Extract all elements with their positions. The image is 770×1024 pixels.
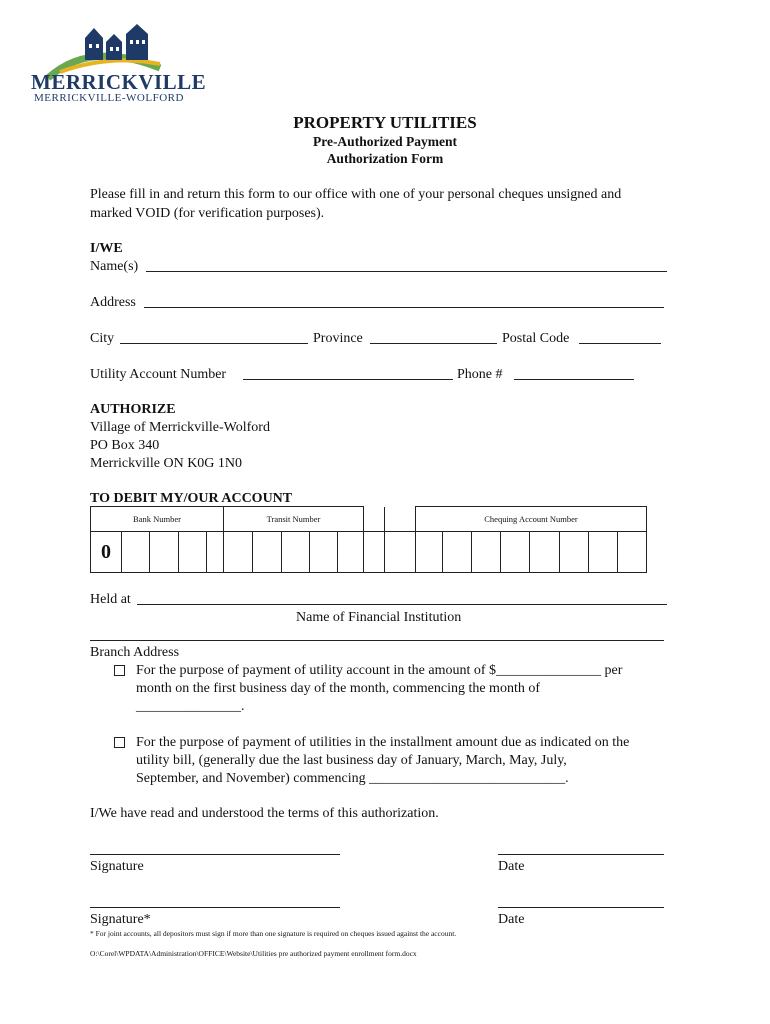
bank-number-header: Bank Number bbox=[91, 507, 224, 532]
authorize-line-1: Village of Merrickville-Wolford bbox=[90, 420, 270, 435]
transit-digit-cell[interactable] bbox=[224, 532, 253, 573]
province-label: Province bbox=[313, 331, 363, 346]
bank-digit-cell[interactable] bbox=[179, 532, 207, 573]
held-at-field[interactable] bbox=[137, 604, 667, 605]
option-2-checkbox[interactable] bbox=[114, 737, 125, 748]
account-digit-cell[interactable] bbox=[618, 532, 647, 573]
option-2-line-3: September, and November) commencing ____________________________. bbox=[136, 771, 569, 786]
date-label-2: Date bbox=[498, 912, 525, 927]
option-1-checkbox[interactable] bbox=[114, 665, 125, 676]
grid-spacer-cell bbox=[207, 532, 224, 573]
logo-subname: MERRICKVILLE-WOLFORD bbox=[34, 92, 184, 104]
branch-field[interactable] bbox=[90, 640, 664, 641]
names-label: Name(s) bbox=[90, 259, 139, 274]
grid-spacer-cell bbox=[364, 532, 385, 573]
debit-account-grid bbox=[90, 506, 647, 573]
signature-label-1: Signature bbox=[90, 859, 144, 874]
transit-number-header: Transit Number bbox=[224, 507, 364, 532]
grid-separator bbox=[364, 507, 385, 532]
bank-digit-cell[interactable] bbox=[122, 532, 150, 573]
grid-separator bbox=[385, 507, 416, 532]
bank-digit-cell[interactable] bbox=[150, 532, 179, 573]
account-number-label: Utility Account Number bbox=[90, 367, 227, 382]
postal-code-label: Postal Code bbox=[502, 331, 570, 346]
debit-heading: TO DEBIT MY/OUR ACCOUNT bbox=[90, 491, 293, 506]
account-digit-cell[interactable] bbox=[472, 532, 501, 573]
account-digit-cell[interactable] bbox=[589, 532, 618, 573]
account-digit-cell[interactable] bbox=[501, 532, 530, 573]
phone-label: Phone # bbox=[457, 367, 503, 382]
city-field[interactable] bbox=[120, 343, 308, 344]
option-1-line-1: For the purpose of payment of utility account in the amount of $_______________ per bbox=[136, 663, 623, 678]
account-digit-cell[interactable] bbox=[530, 532, 560, 573]
form-subtitle-2: Authorization Form bbox=[326, 151, 444, 166]
authorize-line-3: Merrickville ON K0G 1N0 bbox=[90, 456, 243, 471]
account-digit-cell[interactable] bbox=[560, 532, 589, 573]
intro-line-1: Please fill in and return this form to our office with one of your personal cheques unsigned and bbox=[90, 187, 622, 202]
transit-digit-cell[interactable] bbox=[310, 532, 338, 573]
date-label-1: Date bbox=[498, 859, 525, 874]
postal-code-field[interactable] bbox=[579, 343, 661, 344]
intro-line-2: marked VOID (for verification purposes). bbox=[90, 206, 325, 221]
iwe-label: I/WE bbox=[90, 241, 123, 256]
address-field[interactable] bbox=[144, 307, 664, 308]
terms-statement: I/We have read and understood the terms of this authorization. bbox=[90, 806, 439, 821]
joint-account-footnote: * For joint accounts, all depositors must sign if more than one signature is required on cheques issued against the account. bbox=[90, 929, 457, 938]
signature-field-2[interactable] bbox=[90, 907, 340, 908]
option-2-line-2: utility bill, (generally due the last business day of January, March, May, July, bbox=[136, 753, 567, 768]
transit-digit-cell[interactable] bbox=[253, 532, 282, 573]
authorize-line-2: PO Box 340 bbox=[90, 438, 160, 453]
transit-digit-cell[interactable] bbox=[338, 532, 364, 573]
held-at-label: Held at bbox=[90, 592, 131, 607]
chequing-account-header: Chequing Account Number bbox=[416, 507, 647, 532]
account-digit-cell[interactable] bbox=[385, 532, 416, 573]
date-field-1[interactable] bbox=[498, 854, 664, 855]
branch-address-label: Branch Address bbox=[90, 645, 180, 660]
account-digit-cell[interactable] bbox=[443, 532, 472, 573]
signature-label-2: Signature* bbox=[90, 912, 151, 927]
bank-digit-cell[interactable]: 0 bbox=[91, 532, 122, 573]
account-digit-cell[interactable] bbox=[416, 532, 443, 573]
authorize-heading: AUTHORIZE bbox=[90, 402, 176, 417]
signature-field-1[interactable] bbox=[90, 854, 340, 855]
form-title: PROPERTY UTILITIES bbox=[293, 113, 477, 132]
account-number-field[interactable] bbox=[243, 379, 453, 380]
institution-name-label: Name of Financial Institution bbox=[296, 610, 462, 625]
date-field-2[interactable] bbox=[498, 907, 664, 908]
form-subtitle-1: Pre-Authorized Payment bbox=[312, 134, 458, 149]
file-path: O:\Corel\WPDATA\Administration\OFFICE\Website\Utilities pre authorized payment enrollment form.docx bbox=[90, 949, 417, 958]
logo-text bbox=[0, 0, 207, 110]
logo-name: MERRICKVILLE bbox=[31, 70, 207, 94]
address-label: Address bbox=[90, 295, 136, 310]
city-label: City bbox=[90, 331, 115, 346]
option-1-line-2: month on the first business day of the month, commencing the month of bbox=[136, 681, 540, 696]
transit-digit-cell[interactable] bbox=[282, 532, 310, 573]
names-field[interactable] bbox=[146, 271, 667, 272]
option-2-line-1: For the purpose of payment of utilities in the installment amount due as indicated on the bbox=[136, 735, 630, 750]
option-1-line-3: _______________. bbox=[136, 699, 245, 714]
phone-field[interactable] bbox=[514, 379, 634, 380]
province-field[interactable] bbox=[370, 343, 497, 344]
